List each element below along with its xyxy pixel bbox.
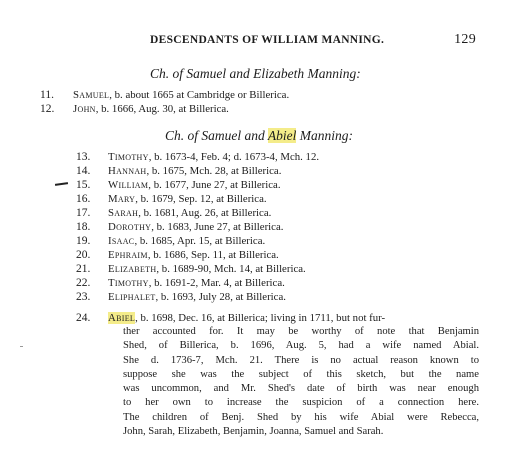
entry-15 xyxy=(76,178,496,192)
entry-text: , b. 1693, July 28, at Billerica. xyxy=(155,291,286,303)
entry-text: , b. 1673-4, Feb. 4; d. 1673-4, Mch. 12. xyxy=(148,151,320,163)
entry-name: Timothy xyxy=(108,151,149,163)
entry-24-note xyxy=(123,325,479,439)
entry-18 xyxy=(76,220,496,234)
entry-text: , b. 1679, Sep. 12, at Billerica. xyxy=(135,193,267,205)
entry-16 xyxy=(76,192,496,206)
entry-number: 24. xyxy=(76,312,91,324)
entry-12 xyxy=(40,102,480,116)
entry-20 xyxy=(76,248,496,262)
entry-name: John xyxy=(73,103,96,115)
entry-23 xyxy=(76,290,496,304)
entry-text: , b. about 1665 at Cambridge or Billerica. xyxy=(109,89,290,101)
entry-number: 17. xyxy=(76,207,91,219)
page-header xyxy=(150,32,476,52)
note-line: John, Sarah, Elizabeth, Benjamin, Joanna, Samuel and Sarah. xyxy=(123,426,384,438)
entry-name: Ephraim xyxy=(108,249,148,261)
entry-number: 13. xyxy=(76,151,91,163)
entry-text: , b. 1691-2, Mar. 4, at Billerica. xyxy=(148,277,285,289)
entry-name: Sarah xyxy=(108,207,139,219)
entry-text: , b. 1686, Sep. 11, at Billerica. xyxy=(147,249,279,261)
entry-name: Hannah xyxy=(108,165,147,177)
entry-number: 21. xyxy=(76,263,91,275)
entry-text: , b. 1681, Aug. 26, at Billerica. xyxy=(138,207,272,219)
section-heading-elizabeth: Ch. of Samuel and Elizabeth Manning: xyxy=(150,66,361,81)
highlighted-name-abiel: Abiel xyxy=(267,128,297,143)
margin-pen-mark xyxy=(55,182,68,186)
entry-name: Timothy xyxy=(108,277,149,289)
heading-text-pre: Ch. of Samuel and xyxy=(165,128,265,143)
entry-number: 11. xyxy=(40,89,54,101)
section-heading-abiel xyxy=(165,128,353,144)
entry-text: , b. 1675, Mch. 28, at Billerica. xyxy=(146,165,282,177)
entry-11 xyxy=(40,88,480,102)
entry-21 xyxy=(76,262,496,276)
margin-speck xyxy=(20,346,23,347)
note-line: The children of Benj. Shed by his wife Abial were Rebecca, xyxy=(123,411,479,423)
entry-number: 22. xyxy=(76,277,91,289)
note-line: was uncommon, and Mr. Shed's date of birth was near enough xyxy=(123,383,479,395)
entry-text: , b. 1683, June 27, at Billerica. xyxy=(151,221,284,233)
heading-text-post: Manning: xyxy=(299,128,354,143)
entry-text: , b. 1685, Apr. 15, at Billerica. xyxy=(134,235,266,247)
entry-name: William xyxy=(108,179,149,191)
entry-text: , b. 1689-90, Mch. 14, at Billerica. xyxy=(156,263,306,275)
entry-name: Mary xyxy=(108,193,136,205)
note-line: Shed, of Billerica, b. 1696, Aug. 5, had a wife named Abial. xyxy=(123,340,479,352)
running-title: DESCENDANTS OF WILLIAM MANNING. xyxy=(150,34,385,46)
entry-24 xyxy=(76,311,496,325)
page-number: 129 xyxy=(454,32,476,47)
note-line: to her own to increase the suspicion of a connection here. xyxy=(123,397,479,409)
note-line: She d. 1736-7, Mch. 21. There is no actual reason known to xyxy=(123,354,479,366)
entry-19 xyxy=(76,234,496,248)
entry-number: 18. xyxy=(76,221,91,233)
entry-number: 19. xyxy=(76,235,91,247)
entry-name: Dorothy xyxy=(108,221,152,233)
entry-name: Eliphalet xyxy=(108,291,156,303)
entry-13 xyxy=(76,150,496,164)
entry-number: 16. xyxy=(76,193,91,205)
entry-number: 12. xyxy=(40,103,55,115)
note-line: ther accounted for. It may be worthy of note that Benjamin xyxy=(123,326,479,337)
entry-14 xyxy=(76,164,496,178)
entry-17 xyxy=(76,206,496,220)
entry-name: Elizabeth xyxy=(108,263,157,275)
entry-list-elizabeth xyxy=(40,88,480,116)
entry-name: Samuel xyxy=(73,89,110,101)
entry-22 xyxy=(76,276,496,290)
entry-number: 14. xyxy=(76,165,91,177)
entry-number: 15. xyxy=(76,179,91,191)
entry-text: , b. 1677, June 27, at Billerica. xyxy=(148,179,281,191)
highlighted-entry-name: Abiel xyxy=(108,312,136,324)
entry-number: 23. xyxy=(76,291,91,303)
entry-list-abiel xyxy=(76,150,496,304)
entry-text: , b. 1698, Dec. 16, at Billerica; living in 1711, but not fur- xyxy=(135,312,386,324)
note-line: suppose she was the subject of this sketch, but the name xyxy=(123,368,479,380)
entry-name: Isaac xyxy=(108,235,135,247)
entry-number: 20. xyxy=(76,249,91,261)
entry-text: , b. 1666, Aug. 30, at Billerica. xyxy=(95,103,229,115)
